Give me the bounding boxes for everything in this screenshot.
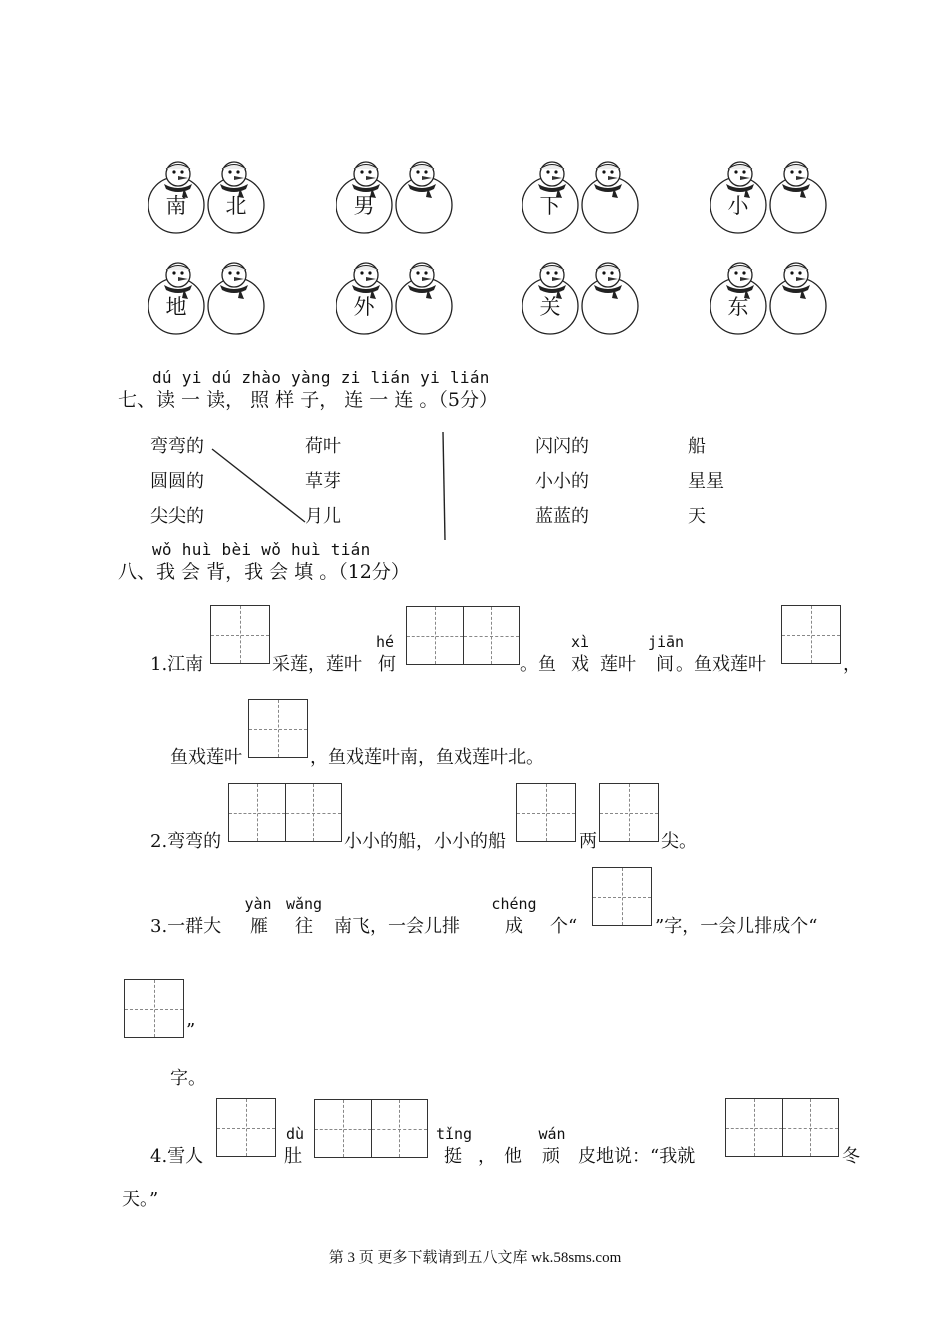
snowman-left-char: 地 <box>165 295 187 319</box>
q2-blank-2[interactable] <box>516 783 576 842</box>
q1-text-b: 采莲，莲叶 <box>272 654 362 675</box>
q3-pinyin-yan: yàn <box>244 895 272 913</box>
q4-text-a: 4.雪人 <box>150 1146 204 1167</box>
snowman-left-char: 外 <box>353 295 375 319</box>
q3-text-e: ” <box>186 1020 196 1041</box>
section7-title: 读 一 读， 照 样 子， 连 一 连 。（5分） <box>156 389 498 411</box>
q2-text-a: 2.弯弯的 <box>150 831 222 852</box>
q1-he: 何 <box>378 654 396 675</box>
snowman-left-char: 男 <box>353 194 375 218</box>
s7-left-c1-0[interactable]: 弯弯的 <box>150 436 204 457</box>
s7-right-c1-1[interactable]: 小小的 <box>535 471 589 492</box>
q3-cheng: 成 <box>505 916 523 937</box>
s7-left-c1-2[interactable]: 尖尖的 <box>150 506 204 527</box>
snowman-left-char: 下 <box>539 194 561 218</box>
q1-text-g: 鱼戏莲叶 <box>170 747 242 768</box>
q1-text-f: ， <box>843 654 861 675</box>
s7-left-c2-1[interactable]: 草芽 <box>305 471 341 492</box>
s7-left-c1-1[interactable]: 圆圆的 <box>150 471 204 492</box>
section8-heading <box>118 557 410 584</box>
snowman-left-char: 南 <box>165 194 187 218</box>
q4-du: 肚 <box>284 1146 302 1167</box>
q3-wang: 往 <box>295 916 313 937</box>
q4-blank-2[interactable] <box>314 1099 428 1158</box>
q2-blank-3[interactable] <box>599 783 659 842</box>
s7-right-c2-1[interactable]: 星星 <box>688 471 724 492</box>
q4-text-d: 冬 <box>842 1146 860 1167</box>
section7-pinyin: dú yi dú zhào yàng zi lián yi lián <box>152 368 490 387</box>
q4-ting: 挺 <box>444 1146 462 1167</box>
q1-pinyin-jian: jiān <box>647 633 685 651</box>
q4-pinyin-wan: wán <box>538 1125 566 1143</box>
q3-text-f: 字。 <box>170 1068 206 1089</box>
q3-yan: 雁 <box>250 916 268 937</box>
section8-pinyin: wǒ huì bèi wǒ huì tián <box>152 540 371 559</box>
snowman-left-char: 小 <box>727 194 749 218</box>
section8-title: 我 会 背，我 会 填 。（12分） <box>156 561 410 583</box>
q2-text-b: 小小的船，小小的船 <box>344 831 506 852</box>
q1-text-c: 。鱼 <box>520 654 556 675</box>
snowman-left-char: 关 <box>539 295 561 319</box>
q2-text-c: 两 <box>579 831 597 852</box>
q3-text-c: 个“ <box>550 916 578 937</box>
q1-blank-4[interactable] <box>248 699 308 758</box>
section7-number: 七、 <box>118 389 157 411</box>
q1-pinyin-xi: xì <box>570 633 590 651</box>
s7-right-c2-0[interactable]: 船 <box>688 436 706 457</box>
q2-blank-1[interactable] <box>228 783 342 842</box>
q1-xi: 戏 <box>571 654 589 675</box>
q3-text-d: ”字，一会儿排成个“ <box>655 916 818 937</box>
s7-left-c2-2[interactable]: 月儿 <box>305 506 341 527</box>
q1-text-d: 莲叶 <box>600 654 636 675</box>
q3-text-a: 3.一群大 <box>150 916 222 937</box>
section8-number: 八、 <box>118 561 157 583</box>
q1-blank-2[interactable] <box>406 606 520 665</box>
q4-text-b: ，他 <box>478 1146 530 1167</box>
q1-blank-3[interactable] <box>781 605 841 664</box>
divider-line <box>443 432 445 540</box>
q3-blank-1[interactable] <box>592 867 652 926</box>
q2-text-d: 尖。 <box>661 831 697 852</box>
q4-text-e: 天。” <box>122 1189 159 1210</box>
q1-text-e: 。鱼戏莲叶 <box>676 654 766 675</box>
q3-pinyin-wang: wǎng <box>285 895 323 913</box>
section7-lines <box>0 0 950 600</box>
s7-right-c1-0[interactable]: 闪闪的 <box>535 436 589 457</box>
page-footer: 第 3 页 更多下载请到五八文库 wk.58sms.com <box>328 1250 622 1266</box>
snowman-left-char: 东 <box>727 295 749 319</box>
example-connect-line <box>212 449 305 522</box>
s7-right-c1-2[interactable]: 蓝蓝的 <box>535 506 589 527</box>
q4-pinyin-ting: tǐng <box>435 1125 473 1143</box>
q1-jian: 间 <box>656 654 674 675</box>
q4-blank-3[interactable] <box>725 1098 839 1157</box>
q1-pinyin-he: hé <box>375 633 395 651</box>
q3-pinyin-cheng: chéng <box>491 895 537 913</box>
q1-text-a: 1.江南 <box>150 654 204 675</box>
q1-blank-1[interactable] <box>210 605 270 664</box>
q4-blank-1[interactable] <box>216 1098 276 1157</box>
q4-text-c: 皮地说：“我就 <box>578 1146 696 1167</box>
q1-text-h: ，鱼戏莲叶南，鱼戏莲叶北。 <box>310 747 544 768</box>
s7-left-c2-0[interactable]: 荷叶 <box>305 436 341 457</box>
q3-blank-2[interactable] <box>124 979 184 1038</box>
snowman-right-char[interactable]: 北 <box>225 194 247 218</box>
q3-text-b: 南飞，一会儿排 <box>334 916 460 937</box>
q4-pinyin-du: dù <box>285 1125 305 1143</box>
q4-wan: 顽 <box>542 1146 560 1167</box>
s7-right-c2-2[interactable]: 天 <box>688 506 706 527</box>
